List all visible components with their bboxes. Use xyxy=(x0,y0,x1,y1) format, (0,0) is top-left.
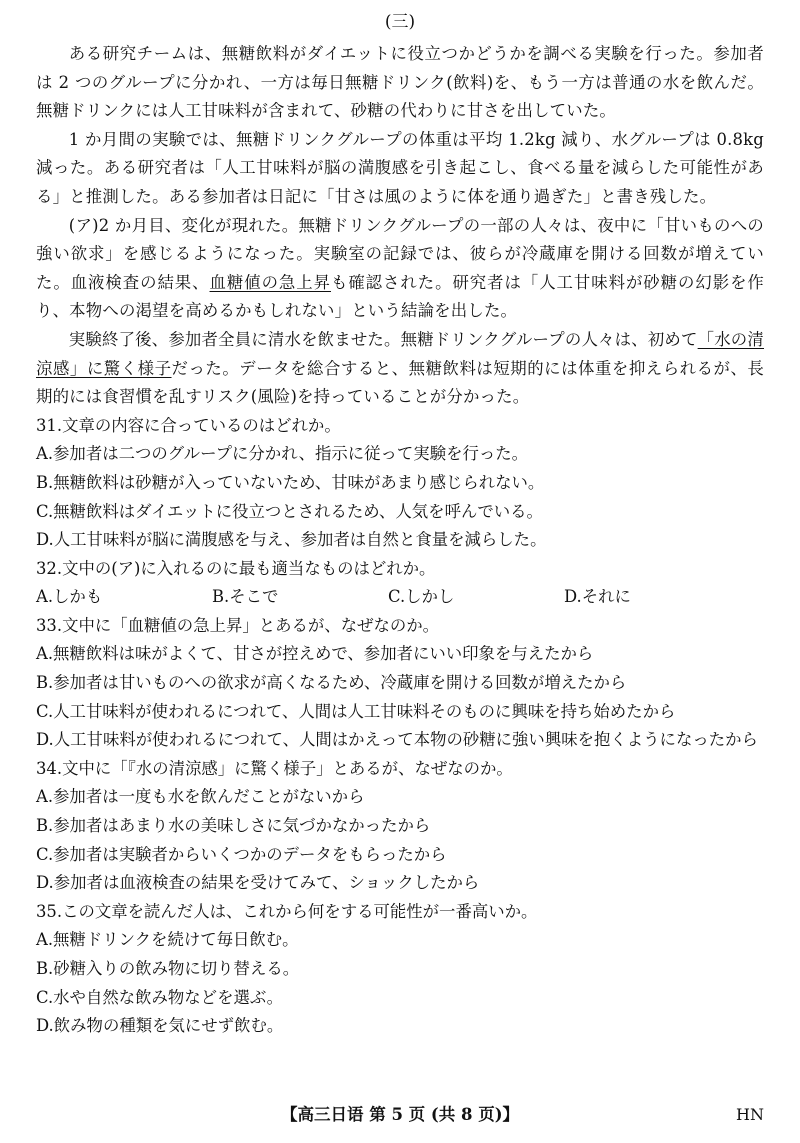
passage-paragraph-3 xyxy=(36,212,764,326)
option-a: A.無糖飲料は味がよくて、甘さが控えめで、参加者にいい印象を与えたから xyxy=(36,644,594,664)
question-32 xyxy=(36,555,764,612)
option-c: C.参加者は実験者からいくつかのデータをもらったから xyxy=(36,844,447,864)
option-a: A.参加者は一度も水を飲んだことがないから xyxy=(36,787,365,807)
question-33 xyxy=(36,612,764,755)
paragraph-3-text-b: も確認された。研究者は「人工甘味料が砂糖の幻影を作り、本物への渇望を高めるかもしれない」という結論を出した。 xyxy=(36,272,765,321)
reading-passage xyxy=(36,40,764,412)
underlined-phrase-water-coolness: 「水の清涼感」に驚く様子 xyxy=(36,329,764,378)
option-d: D.人工甘味料が脳に満腹感を与え、参加者は自然と食量を減らした。 xyxy=(36,530,547,550)
question-stem: 34.文中に「『水の清涼感」に驚く様子」とあるが、なぜなのか。 xyxy=(36,758,513,778)
page-footer xyxy=(0,1101,800,1131)
question-stem: 32.文中の(ア)に入れるのに最も適当なものはどれか。 xyxy=(36,558,436,578)
option-b: B.砂糖入りの飲み物に切り替える。 xyxy=(36,959,300,978)
option-a: A.しかも xyxy=(36,587,103,607)
options-row xyxy=(36,583,764,612)
question-stem: 31.文章の内容に合っているのはどれか。 xyxy=(36,415,341,435)
question-stem: 33.文中に「血糖値の急上昇」とあるが、なぜなのか。 xyxy=(36,615,440,635)
option-c: C.水や自然な飲み物などを選ぶ。 xyxy=(36,987,283,1007)
paragraph-3-text-a: (ア)2 か月目、変化が現れた。無糖ドリンクグループの一部の人々は、夜中に「甘いものへの強い欲求」を感じるようになった。実験室の記録では、彼らが冷蔵庫を開ける回数が増えていた。血液検査の結果、 xyxy=(36,215,764,292)
paragraph-4-text-b: だった。データを総合すると、無糖飲料は短期的には体重を抑えられるが、長期的には食習慣を乱すリスク(風险)を持っていることが分かった。 xyxy=(36,358,764,407)
option-b: B.参加者は甘いものへの欲求が高くなるため、冷蔵庫を開ける回数が増えたから xyxy=(36,673,627,693)
option-d: D.人工甘味料が使われるにつれて、人間はかえって本物の砂糖に強い興味を抱くようになったから xyxy=(36,730,758,750)
option-a: A.参加者は二つのグループに分かれ、指示に従って実験を行った。 xyxy=(36,444,529,464)
question-35 xyxy=(36,898,764,1041)
passage-paragraph-2: 1 か月間の実験では、無糖ドリンクグループの体重は平均 1.2kg 減り、水グループは 0.8kg 減った。ある研究者は「人工甘味料が脳の満腹感を引き起こし、食べる量を減らした可能性がある」と推測した。ある参加者は日記に「甘さは風のように体を通り過ぎた」と書き残した。 xyxy=(36,129,764,206)
option-a: A.無糖ドリンクを続けて毎日飲む。 xyxy=(36,930,299,950)
question-31 xyxy=(36,412,764,555)
option-b: B.参加者はあまり水の美味しさに気づかなかったから xyxy=(36,816,431,836)
passage-paragraph-4 xyxy=(36,326,764,412)
option-b: B.そこで xyxy=(212,587,279,607)
region-code: HN xyxy=(736,1105,764,1124)
option-b: B.無糖飲料は砂糖が入っていないため、甘味があまり感じられない。 xyxy=(36,472,545,492)
option-d: D.飲み物の種類を気にせず飲む。 xyxy=(36,1016,284,1036)
question-34 xyxy=(36,755,764,898)
section-number: (三) xyxy=(384,12,416,32)
option-c: C.無糖飲料はダイエットに役立つとされるため、人気を呼んでいる。 xyxy=(36,501,543,521)
question-stem: 35.この文章を読んだ人は、これから何をする可能性が一番高いか。 xyxy=(36,901,538,921)
passage-paragraph-1: ある研究チームは、無糖飲料がダイエットに役立つかどうかを調べる実験を行った。参加者は 2 つのグループに分かれ、一方は毎日無糖ドリンク(飲料)を、もう一方は普通の水を飲んだ。無糖ドリンクには人工甘味料が含まれて、砂糖の代わりに甘さを出していた。 xyxy=(36,44,764,121)
option-c: C.人工甘味料が使われるにつれて、人間は人工甘味料そのものに興味を持ち始めたから xyxy=(36,701,676,721)
option-d: D.参加者は血液検査の結果を受けてみて、ショックしたから xyxy=(36,873,480,893)
underlined-phrase-blood-sugar: 血糖値の急上昇 xyxy=(209,272,331,292)
option-c: C.しかし xyxy=(388,587,455,607)
page-number-label: 【高三日语 第 5 页 (共 8 页)】 xyxy=(280,1105,520,1124)
paragraph-4-text-a: 実験終了後、参加者全員に清水を飲ませた。無糖ドリンクグループの人々は、初めて xyxy=(68,329,698,349)
option-d: D.それに xyxy=(564,587,631,607)
